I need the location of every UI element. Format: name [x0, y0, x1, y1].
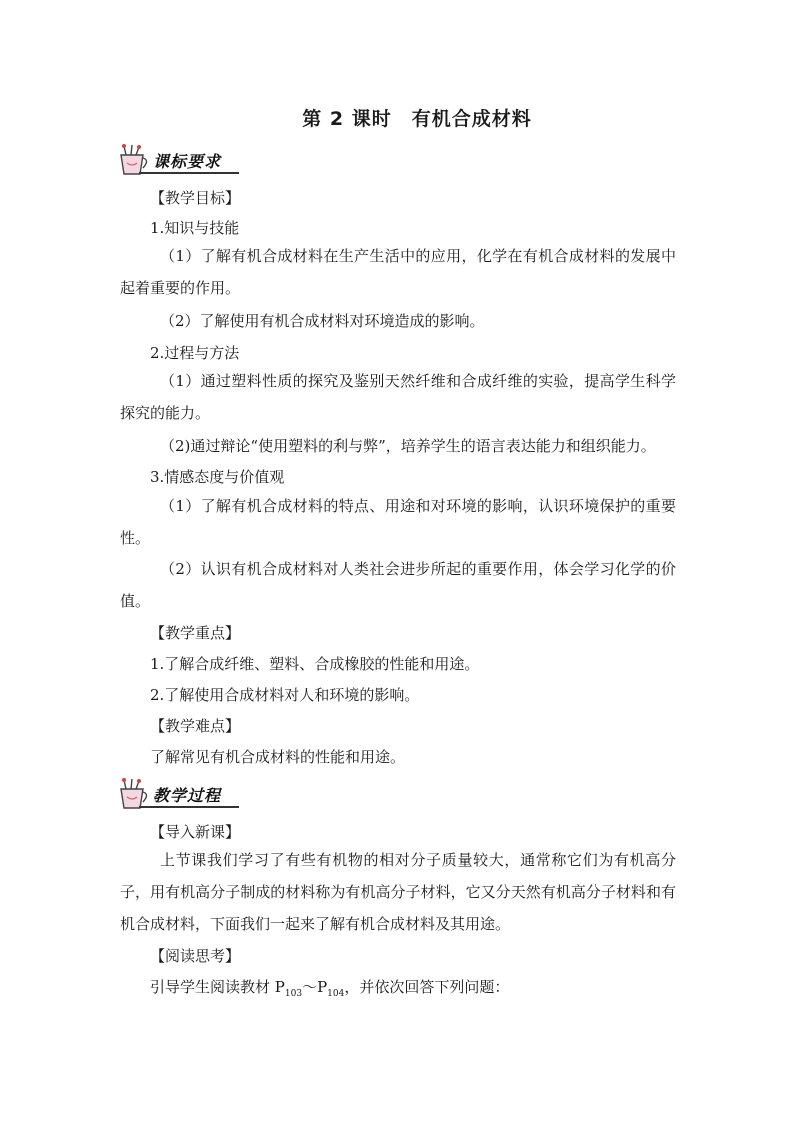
goals-header: 【教学目标】 — [150, 189, 241, 207]
k2-item-2: （2)通过辩论“使用塑料的利与弊”，培养学生的语言表达能力和组织能力。 — [160, 437, 656, 455]
section-banner-process — [117, 777, 242, 811]
key-point-1: 1.了解合成纤维、塑料、合成橡胶的性能和用途。 — [150, 655, 480, 673]
k1-item-2: （2）了解使用有机合成材料对环境造成的影响。 — [160, 312, 485, 330]
reading-text-c: ，并依次回答下列问题： — [344, 978, 510, 996]
banner-underline — [139, 806, 239, 808]
page-sub-a: 103 — [284, 989, 303, 999]
k3-item-2: （2）认识有机合成材料对人类社会进步所起的重要作用，体会学习化学的价值。 — [120, 560, 676, 610]
banner-label: 课标要求 — [153, 152, 222, 171]
reading-text-b: ～P — [302, 978, 328, 996]
banner-underline — [139, 172, 239, 174]
key-points-header: 【教学重点】 — [150, 624, 241, 642]
banner-label: 教学过程 — [153, 786, 222, 805]
k2-title: 2.过程与方法 — [150, 344, 240, 362]
difficulties-header: 【教学难点】 — [150, 717, 241, 735]
difficulty-1: 了解常见有机合成材料的性能和用途。 — [150, 748, 406, 766]
k3-title: 3.情感态度与价值观 — [150, 468, 285, 486]
k1-item-1: （1）了解有机合成材料在生产生活中的应用，化学在有机合成材料的发展中起着重要的作用。 — [120, 247, 676, 297]
section-banner-standards — [117, 143, 242, 177]
k3-item-1: （1）了解有机合成材料的特点、用途和对环境的影响，认识环境保护的重要性。 — [120, 497, 676, 547]
intro-text: 上节课我们学习了有些有机物的相对分子质量较大，通常称它们为有机高分子，用有机高分子制成的材料称为有机高分子材料，它又分天然有机高分子材料和有机合成材料，下面我们一起来了解有机合成材料及其用途。 — [120, 851, 676, 933]
reading-text-a: 引导学生阅读教材 P — [150, 978, 285, 996]
key-point-2: 2.了解使用合成材料对人和环境的影响。 — [150, 686, 420, 704]
page-title: 第 2 课时 有机合成材料 — [302, 108, 532, 130]
page-sub-b: 104 — [327, 989, 345, 999]
reading-text — [150, 977, 706, 1004]
reading-header: 【阅读思考】 — [150, 947, 241, 965]
k1-title: 1.知识与技能 — [150, 219, 240, 237]
intro-header: 【导入新课】 — [150, 823, 241, 841]
k2-item-1: （1）通过塑料性质的探究及鉴别天然纤维和合成纤维的实验，提高学生科学探究的能力。 — [120, 372, 676, 422]
